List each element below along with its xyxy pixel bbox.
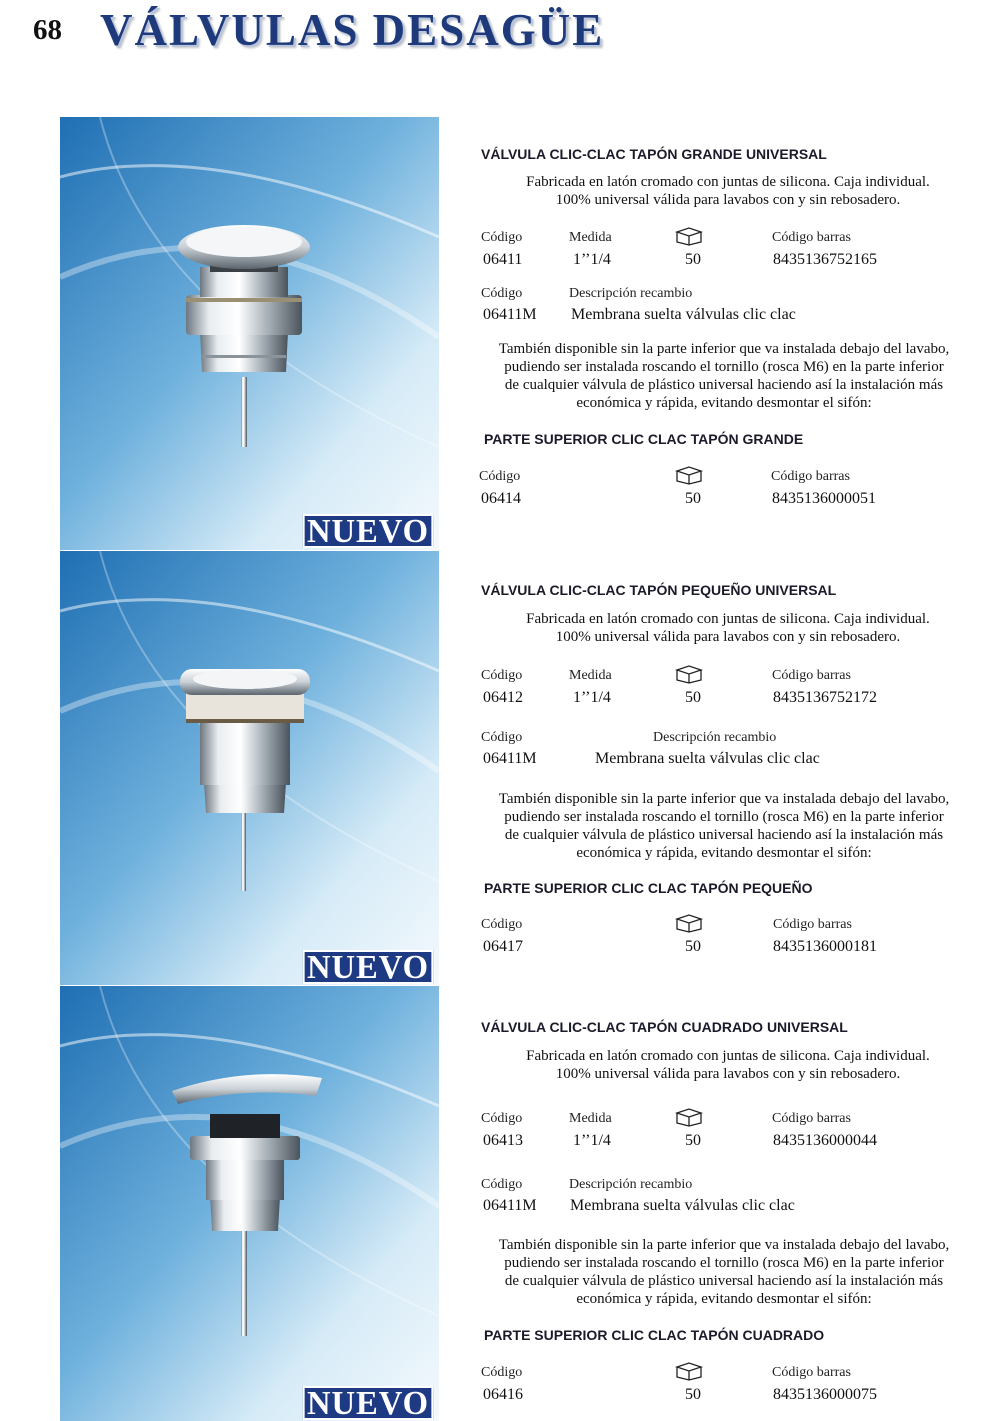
availability-text-line: de cualquier válvula de plástico universal haciendo así la instalación más bbox=[504, 377, 944, 393]
spare-code: 06411M bbox=[483, 750, 537, 767]
new-badge: NUEVO bbox=[303, 950, 434, 984]
availability-text-line: económica y rápida, evitando desmontar el sifón: bbox=[576, 845, 872, 861]
box-quantity: 50 bbox=[685, 251, 701, 268]
page-title: VÁLVULAS DESAGÜE bbox=[100, 5, 605, 55]
sub-product-code: 06417 bbox=[483, 938, 523, 955]
product-photo-large-cap bbox=[60, 117, 439, 550]
barcode-value: 8435136000075 bbox=[773, 1386, 877, 1403]
box-icon bbox=[674, 1107, 704, 1127]
availability-text-line: pudiendo ser instalada roscando el tornillo (rosca M6) en la parte inferior bbox=[504, 809, 944, 825]
box-quantity: 50 bbox=[685, 490, 701, 507]
product-heading: VÁLVULA CLIC-CLAC TAPÓN CUADRADO UNIVERSAL bbox=[481, 1019, 848, 1035]
product-description-line: 100% universal válida para lavabos con y sin rebosadero. bbox=[555, 1066, 901, 1082]
availability-text-line: pudiendo ser instalada roscando el tornillo (rosca M6) en la parte inferior bbox=[504, 359, 944, 375]
availability-text-line: También disponible sin la parte inferior que va instalada debajo del lavabo, bbox=[498, 1237, 950, 1253]
code-label: Código bbox=[481, 230, 523, 245]
product-description-line: 100% universal válida para lavabos con y sin rebosadero. bbox=[555, 192, 901, 208]
sub-product-code: 06414 bbox=[481, 490, 521, 507]
availability-text-line: También disponible sin la parte inferior que va instalada debajo del lavabo, bbox=[498, 341, 950, 357]
page-number: 68 bbox=[33, 14, 62, 46]
barcode-label: Código barras bbox=[772, 230, 851, 245]
size-label: Medida bbox=[569, 230, 612, 245]
spare-description-label: Descripción recambio bbox=[653, 730, 777, 745]
code-label: Código bbox=[481, 1365, 523, 1380]
sub-product-heading: PARTE SUPERIOR CLIC CLAC TAPÓN CUADRADO bbox=[484, 1327, 825, 1343]
availability-text-line: de cualquier válvula de plástico universal haciendo así la instalación más bbox=[504, 827, 944, 843]
barcode-value: 8435136000181 bbox=[773, 938, 877, 955]
box-icon bbox=[674, 913, 704, 933]
spare-code: 06411M bbox=[483, 306, 537, 323]
barcode-value: 8435136000051 bbox=[772, 490, 876, 507]
barcode-value: 8435136000044 bbox=[773, 1132, 877, 1149]
spare-description-label: Descripción recambio bbox=[569, 286, 693, 301]
size-label: Medida bbox=[569, 668, 612, 683]
product-size: 1’’1/4 bbox=[573, 1132, 611, 1149]
sub-product-heading: PARTE SUPERIOR CLIC CLAC TAPÓN GRANDE bbox=[484, 431, 804, 447]
product-description-line: Fabricada en latón cromado con juntas de silicona. Caja individual. bbox=[526, 611, 930, 627]
code-label: Código bbox=[481, 286, 523, 301]
availability-text-line: También disponible sin la parte inferior que va instalada debajo del lavabo, bbox=[498, 791, 950, 807]
valve-small-cap-image bbox=[60, 551, 439, 985]
box-icon bbox=[674, 465, 704, 485]
product-code: 06412 bbox=[483, 689, 523, 706]
product-description-line: Fabricada en latón cromado con juntas de silicona. Caja individual. bbox=[526, 1048, 930, 1064]
code-label: Código bbox=[481, 668, 523, 683]
barcode-label: Código barras bbox=[772, 1365, 851, 1380]
barcode-value: 8435136752172 bbox=[773, 689, 877, 706]
size-label: Medida bbox=[569, 1111, 612, 1126]
box-quantity: 50 bbox=[685, 1386, 701, 1403]
sub-product-code: 06416 bbox=[483, 1386, 523, 1403]
product-heading: VÁLVULA CLIC-CLAC TAPÓN PEQUEÑO UNIVERSAL bbox=[481, 582, 837, 598]
spare-description: Membrana suelta válvulas clic clac bbox=[570, 1197, 795, 1214]
box-icon bbox=[674, 664, 704, 684]
valve-square-cap-image bbox=[60, 986, 439, 1421]
availability-text-line: económica y rápida, evitando desmontar el sifón: bbox=[576, 1291, 872, 1307]
availability-text-line: de cualquier válvula de plástico universal haciendo así la instalación más bbox=[504, 1273, 944, 1289]
box-icon bbox=[674, 1361, 704, 1381]
barcode-label: Código barras bbox=[772, 1111, 851, 1126]
valve-large-cap-image bbox=[60, 117, 439, 550]
box-quantity: 50 bbox=[685, 938, 701, 955]
new-badge: NUEVO bbox=[303, 514, 434, 548]
code-label: Código bbox=[481, 1111, 523, 1126]
product-description-line: 100% universal válida para lavabos con y sin rebosadero. bbox=[555, 629, 901, 645]
product-photo-small-cap bbox=[60, 551, 439, 985]
product-size: 1’’1/4 bbox=[573, 251, 611, 268]
product-heading: VÁLVULA CLIC-CLAC TAPÓN GRANDE UNIVERSAL bbox=[481, 146, 827, 162]
spare-description: Membrana suelta válvulas clic clac bbox=[595, 750, 820, 767]
barcode-label: Código barras bbox=[772, 668, 851, 683]
new-badge: NUEVO bbox=[303, 1386, 434, 1420]
barcode-value: 8435136752165 bbox=[773, 251, 877, 268]
sub-product-heading: PARTE SUPERIOR CLIC CLAC TAPÓN PEQUEÑO bbox=[484, 880, 813, 896]
product-code: 06413 bbox=[483, 1132, 523, 1149]
box-quantity: 50 bbox=[685, 1132, 701, 1149]
box-icon bbox=[674, 226, 704, 246]
code-label: Código bbox=[481, 917, 523, 932]
barcode-label: Código barras bbox=[773, 917, 852, 932]
spare-description-label: Descripción recambio bbox=[569, 1177, 693, 1192]
availability-text-line: económica y rápida, evitando desmontar el sifón: bbox=[576, 395, 872, 411]
code-label: Código bbox=[479, 469, 521, 484]
barcode-label: Código barras bbox=[771, 469, 850, 484]
spare-code: 06411M bbox=[483, 1197, 537, 1214]
product-code: 06411 bbox=[483, 251, 523, 268]
availability-text-line: pudiendo ser instalada roscando el tornillo (rosca M6) en la parte inferior bbox=[504, 1255, 944, 1271]
product-photo-square-cap bbox=[60, 986, 439, 1421]
code-label: Código bbox=[481, 730, 523, 745]
product-description-line: Fabricada en latón cromado con juntas de silicona. Caja individual. bbox=[526, 174, 930, 190]
product-size: 1’’1/4 bbox=[573, 689, 611, 706]
spare-description: Membrana suelta válvulas clic clac bbox=[571, 306, 796, 323]
code-label: Código bbox=[481, 1177, 523, 1192]
box-quantity: 50 bbox=[685, 689, 701, 706]
